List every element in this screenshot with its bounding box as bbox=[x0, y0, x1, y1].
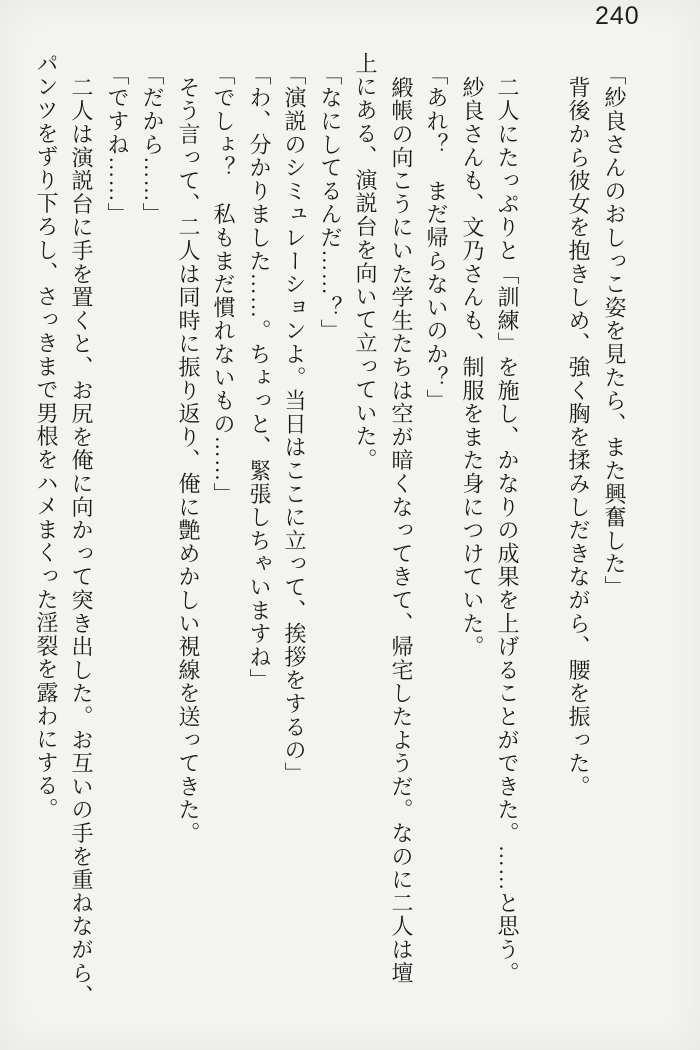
text-line: 二人にたっぷりと「訓練」を施し、かなりの成果を上げることができた。……と思う。 bbox=[495, 76, 520, 985]
text-line: パンツをずり下ろし、さっきまで男根をハメまくった淫裂を露わにする。 bbox=[34, 52, 59, 821]
text-line: 「だから……」 bbox=[140, 63, 165, 227]
text-line: 上にある、演説台を向いて立っていた。 bbox=[353, 52, 378, 472]
text-line: 「ですね……」 bbox=[105, 63, 130, 227]
text-line: 背後から彼女を抱きしめ、強く胸を揉みしだきながら、腰を振った。 bbox=[566, 76, 591, 799]
text-line: 「演説のシミュレーションよ。当日はここに立って、挨拶をするの」 bbox=[282, 63, 307, 786]
text-line: 「わ、分かりました……。ちょっと、緊張しちゃいますね」 bbox=[247, 63, 272, 693]
text-line: 「あれ？ まだ帰らないのか？」 bbox=[424, 63, 449, 413]
text-line: 紗良さんも、文乃さんも、制服をまた身につけていた。 bbox=[460, 76, 485, 659]
text-line: そう言って、二人は同時に振り返り、俺に艶めかしい視線を送ってきた。 bbox=[176, 76, 201, 845]
text-line: 緞帳の向こうにいた学生たちは空が暗くなってきて、帰宅したようだ。なのに二人は壇 bbox=[389, 76, 414, 985]
text-line: 「紗良さんのおしっこ姿を見たら、また興奮した」 bbox=[602, 63, 627, 599]
text-line: 「なにしてるんだ……？」 bbox=[318, 63, 343, 343]
text-line: 二人は演説台に手を置くと、お尻を俺に向かって突き出した。お互いの手を重ねながら、 bbox=[69, 76, 94, 1008]
text-line: 「でしょ？ 私もまだ慣れないもの……」 bbox=[211, 63, 236, 506]
page-number: 240 bbox=[595, 2, 640, 30]
